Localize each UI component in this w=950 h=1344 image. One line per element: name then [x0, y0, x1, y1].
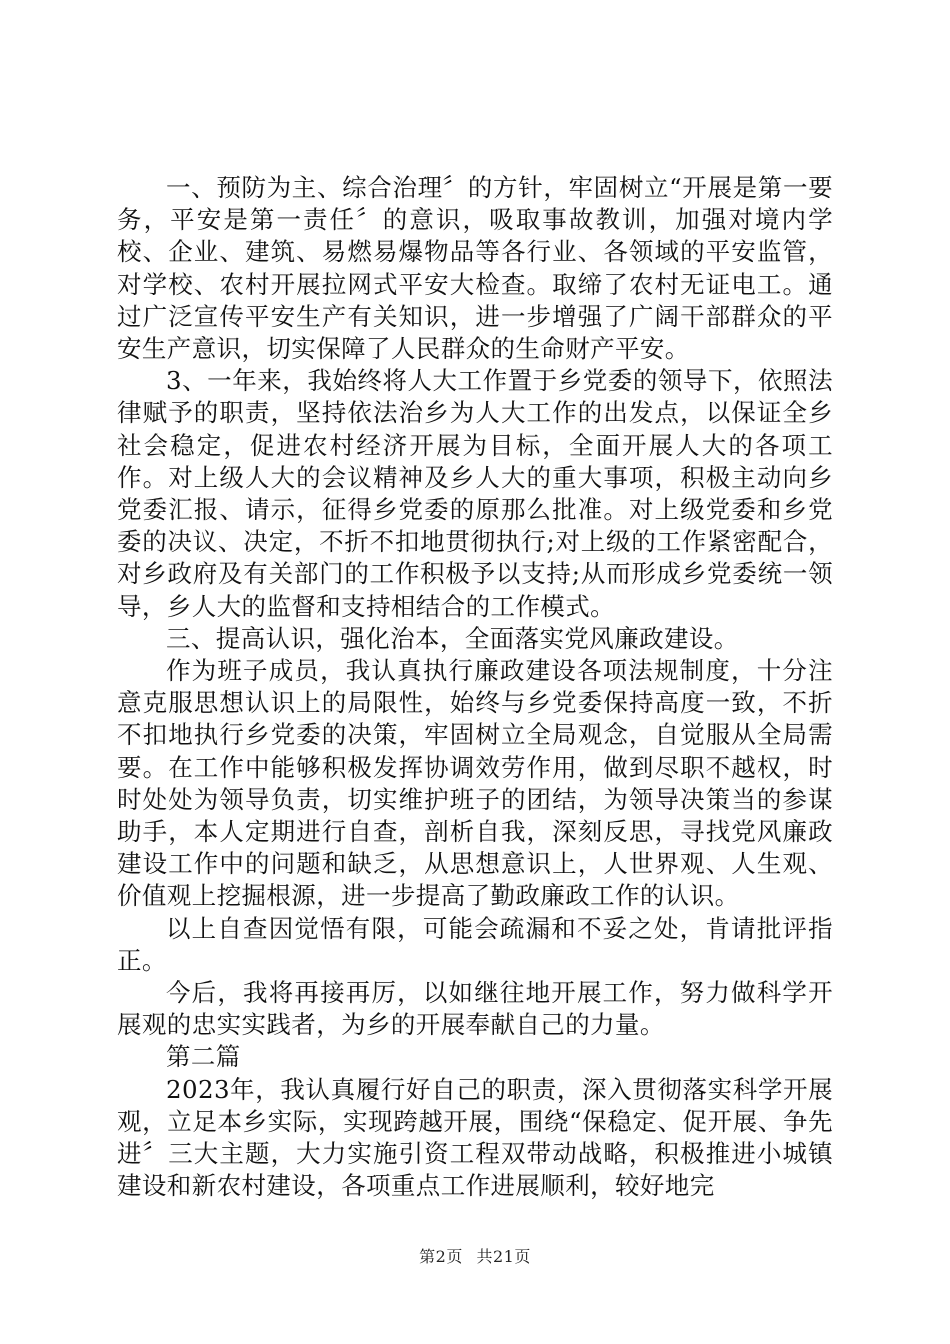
section-heading-integrity: 三、提高认识，强化治本，全面落实党风廉政建设。	[166, 623, 739, 653]
document-body	[117, 172, 833, 1203]
section-heading-part-two: 第二篇	[166, 1042, 241, 1072]
paragraph-integrity-work: 作为班子成员，我认真执行廉政建设各项法规制度，十分注意克服思想认识上的局限性，始终与乡党委保持高度一致，不折不扣地执行乡党委的决策，牢固树立全局观念，自觉服从全局需要。在工作中能够积极发挥协调效劳作用，做到尽职不越权，时时处处为领导负责，切实维护班子的团结，为领导决策当的参谋助手，本人定期进行自查，剖析自我，深刻反思，寻找党风廉政建设工作中的问题和缺乏，从思想意识上，人世界观、人生观、价值观上挖掘根源，进一步提高了勤政廉政工作的认识。	[117, 656, 833, 911]
page-footer	[0, 1244, 950, 1267]
page-total: 共21页	[476, 1247, 531, 1266]
paragraph-prevention-policy: 一、预防为主、综合治理〞的方针，牢固树立“开展是第一要务，平安是第一责任〞的意识，吸取事故教训，加强对境内学校、企业、建筑、易燃易爆物品等各行业、各领域的平安监管，对学校、农村开展拉网式平安大检查。取缔了农村无证电工。通过广泛宣传平安生产有关知识，进一步增强了广阔干部群众的平安生产意识，切实保障了人民群众的生命财产平安。	[117, 173, 833, 364]
paragraph-2023-summary: 2023年，我认真履行好自己的职责，深入贯彻落实科学开展观，立足本乡实际，实现跨越开展，围绕“保稳定、促开展、争先进〞三大主题，大力实施引资工程双带动战略，积极推进小城镇建设和新农村建设，各项重点工作进展顺利，较好地完	[117, 1074, 833, 1201]
paragraph-future: 今后，我将再接再厉，以如继往地开展工作，努力做科学开展观的忠实实践者，为乡的开展奉献自己的力量。	[117, 978, 833, 1040]
paragraph-self-check: 以上自查因觉悟有限，可能会疏漏和不妥之处，肯请批评指正。	[117, 913, 833, 975]
page-number: 第2页	[419, 1247, 463, 1266]
paragraph-people-congress-work: 3、一年来，我始终将人大工作置于乡党委的领导下，依照法律赋予的职责，坚持依法治乡为人大工作的出发点，以保证全乡社会稳定，促进农村经济开展为目标，全面开展人大的各项工作。对上级人大的会议精神及乡人大的重大事项，积极主动向乡党委汇报、请示，征得乡党委的原那么批准。对上级党委和乡党委的决议、决定，不折不扣地贯彻执行;对上级的工作紧密配合，对乡政府及有关部门的工作积极予以支持;从而形成乡党委统一领导，乡人大的监督和支持相结合的工作模式。	[117, 366, 833, 621]
